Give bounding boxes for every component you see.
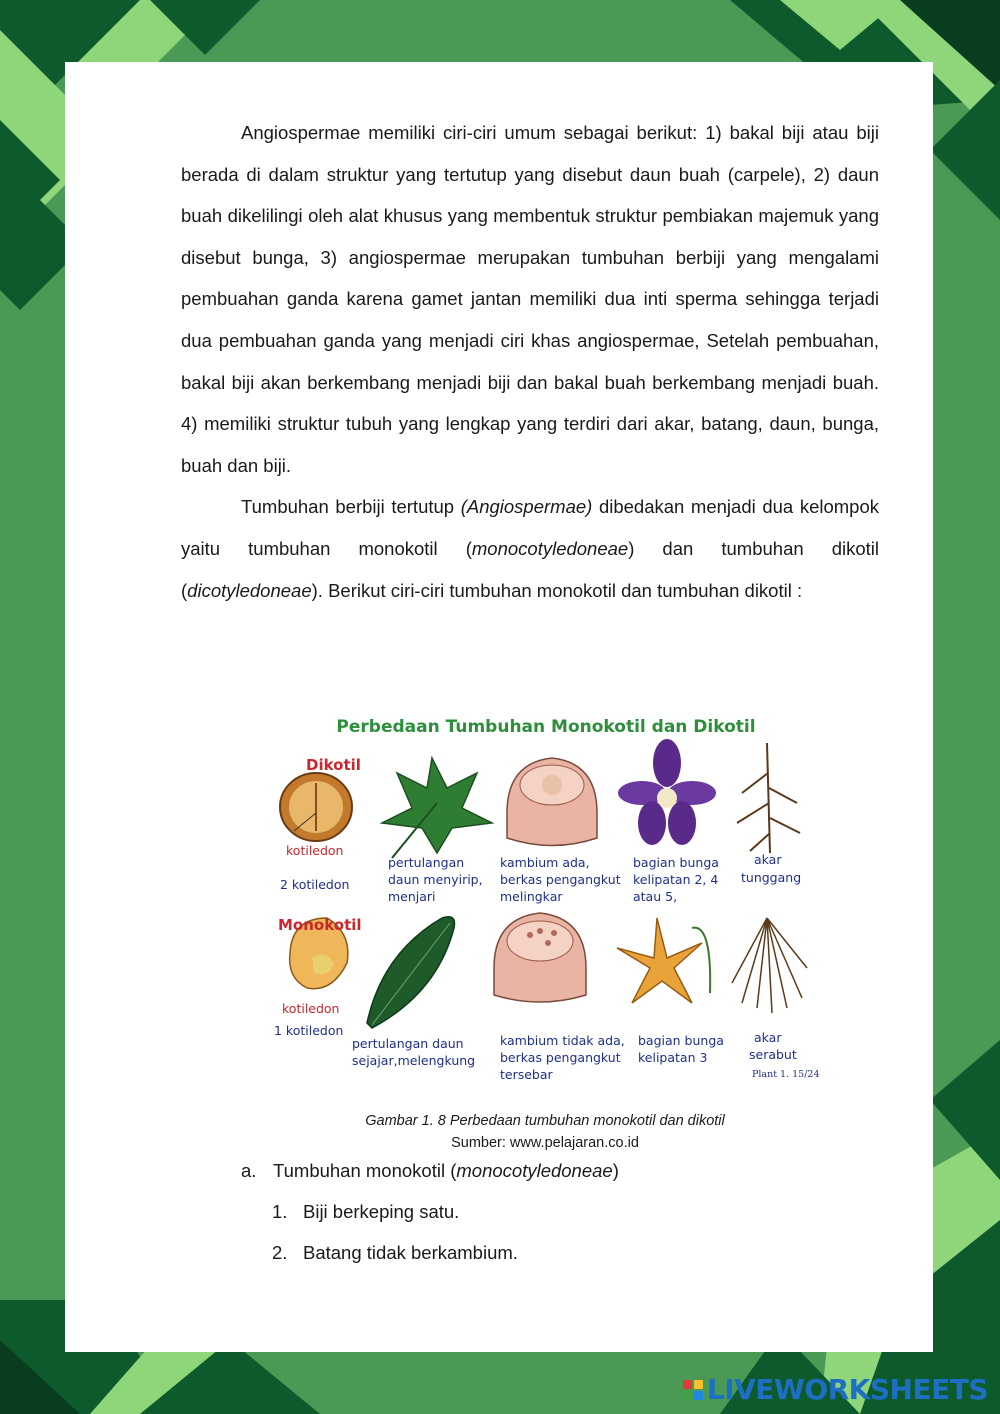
dikotil-flower-illustration [618, 739, 716, 845]
dikotil-flower-label-1: bagian bunga [633, 855, 719, 870]
monokotil-stem-label-1: kambium tidak ada, [500, 1033, 625, 1048]
dikotil-leaf-label-3: menjari [388, 889, 436, 904]
text-segment: ). Berikut ciri-ciri tumbuhan monokotil dan tumbuhan dikotil : [311, 579, 803, 601]
monokotil-stem-illustration [494, 913, 586, 1002]
dikotil-leaf-illustration [382, 758, 492, 858]
figure-title: Perbedaan Tumbuhan Monokotil dan Dikotil [336, 717, 756, 737]
paragraph-2 [181, 486, 879, 611]
liveworksheets-watermark [683, 1373, 988, 1406]
monokotil-stem-label-3: tersebar [500, 1067, 553, 1082]
text-segment: dicotyledoneae [187, 579, 312, 601]
monokotil-leaf-label-1: pertulangan daun [352, 1036, 464, 1051]
text-segment: ) dan tumbuhan dikotil ( [181, 537, 879, 601]
monokotil-flower-label-1: bagian bunga [638, 1033, 724, 1048]
figure-caption [181, 1110, 909, 1154]
dikotil-root-label-1: akar [754, 852, 782, 867]
monokotil-seed-label: kotiledon [282, 1001, 340, 1016]
monokotil-stem-label-2: berkas pengangkut [500, 1050, 621, 1065]
dikotil-stem-label-3: melingkar [500, 889, 563, 904]
dikotil-flower-label-2: kelipatan 2, 4 [633, 872, 719, 887]
dikotil-root-illustration [737, 743, 800, 853]
list-marker-a: a. [241, 1160, 257, 1181]
watermark-text: LIVEWORKSHEETS [706, 1373, 988, 1406]
dikotil-stem-label-1: kambium ada, [500, 855, 590, 870]
list-item-1-text: Biji berkeping satu. [303, 1201, 460, 1222]
list-marker-2: 2. [272, 1242, 288, 1263]
list-item-2-text: Batang tidak berkambium. [303, 1242, 518, 1263]
monokotil-leaf-illustration [367, 917, 455, 1028]
monokotil-flower-label-2: kelipatan 3 [638, 1050, 708, 1065]
monokotil-root-label-1: akar [754, 1030, 782, 1045]
list-item-a [241, 1150, 619, 1191]
dikotil-stem-illustration [507, 758, 597, 846]
dikotil-root-label-2: tunggang [741, 870, 802, 885]
text-segment: Tumbuhan monokotil ( [273, 1160, 457, 1181]
dikotil-flower-label-3: atau 5, [633, 889, 678, 904]
text-segment: (Angiospermae) [460, 496, 593, 518]
text-segment: monocotyledoneae [456, 1160, 613, 1181]
dikotil-seed-illustration [280, 773, 352, 841]
monokotil-root-illustration [732, 918, 807, 1013]
list-item-1 [272, 1191, 459, 1232]
figure-monokotil-dikotil [272, 703, 820, 1085]
paragraph-1 [181, 112, 879, 486]
dikotil-stem-label-2: berkas pengangkut [500, 872, 621, 887]
dikotil-seed-label: kotiledon [286, 843, 344, 858]
dikotil-seed-count: 2 kotiledon [280, 877, 350, 892]
text-segment: Tumbuhan berbiji tertutup [241, 496, 461, 518]
dikotil-leaf-label-2: daun menyirip, [388, 872, 483, 887]
liveworksheets-logo-icon [683, 1380, 703, 1400]
list-item-a-text [273, 1160, 619, 1181]
dikotil-heading: Dikotil [306, 756, 361, 774]
list-item-2 [272, 1232, 518, 1273]
caption-title: Gambar 1. 8 Perbedaan tumbuhan monokotil dan dikotil [365, 1113, 725, 1129]
text-segment: ) [612, 1160, 619, 1181]
monokotil-leaf-label-2: sejajar,melengkung [352, 1053, 476, 1068]
caption-source: Sumber: www.pelajaran.co.id [451, 1135, 639, 1151]
plant-reference: Plant 1. 15/24 [752, 1069, 820, 1080]
text-segment: monocotyledoneae [471, 537, 629, 559]
monokotil-flower-illustration [617, 918, 710, 1003]
text-segment: Angiospermae memiliki ciri-ciri umum sebagai berikut: 1) bakal biji atau biji berada di dalam struktur yang tertutup yang disebut daun buah (carpele), 2) daun buah dikelilingi oleh alat khusus yang membentuk struktur pembiakan majemuk yang disebut bunga, 3) angiospermae merupakan tumbuhan berbiji yang mengalami pembuahan ganda karena gamet jantan memiliki dua inti sperma sehingga terjadi dua pembuahan ganda yang menjadi ciri khas angiospermae, Setelah pembuahan, bakal biji akan berkembang menjadi biji dan bakal buah berkembang menjadi buah. 4) memiliki struktur tubuh yang lengkap yang terdiri dari akar, batang, daun, bunga, buah dan biji. [181, 122, 879, 476]
monokotil-root-label-2: serabut [749, 1047, 797, 1062]
dikotil-leaf-label-1: pertulangan [388, 855, 465, 870]
text-segment: dibedakan menjadi dua kelompok yaitu tumbuhan monokotil ( [181, 496, 879, 559]
body-text [181, 112, 879, 611]
monokotil-heading: Monokotil [278, 916, 362, 934]
monokotil-seed-count: 1 kotiledon [274, 1023, 344, 1038]
list-marker-1: 1. [272, 1201, 288, 1222]
